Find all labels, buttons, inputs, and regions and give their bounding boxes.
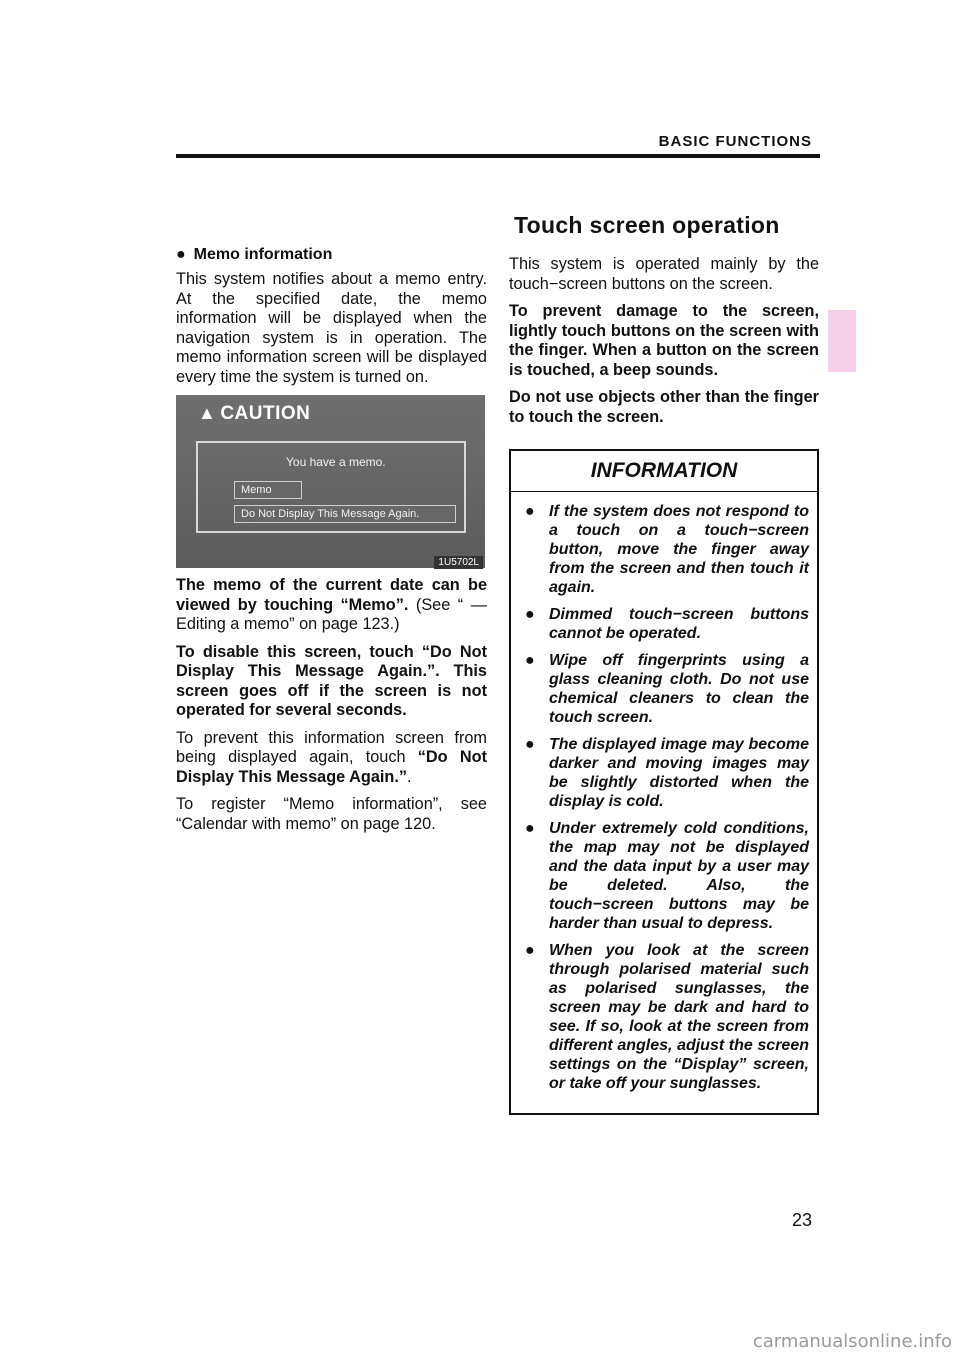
info-item: ● When you look at the screen through polarised material such as polarised sunglasses, the screen may be dark and hard to see. If so, look at the screen from different angles, adjust the screen settings on the “Display” screen, or take off your sunglasses. [525, 942, 809, 1092]
image-code: 1U5702L [434, 556, 483, 569]
touch-warning-2: Do not use objects other than the finger to touch the screen. [509, 388, 819, 426]
bullet-icon: ● [525, 503, 535, 520]
bullet-icon: ● [525, 652, 535, 669]
info-item: ● Wipe off fingerprints using a glass cleaning cloth. Do not use chemical cleaners to clean the touch screen. [525, 652, 809, 726]
caution-title: ▲ CAUTION [198, 403, 311, 424]
info-item: ● Under extremely cold conditions, the map may not be displayed and the data input by a user may be deleted. Also, the touch−screen buttons may be harder than usual to depress. [525, 820, 809, 932]
memo-message: You have a memo. [286, 455, 386, 469]
page-number: 23 [791, 1210, 812, 1230]
memo-intro: This system notifies about a memo entry. At the specified date, the memo information will be displayed when the navigation system is in operation. The memo information screen will be displayed every time the system is turned on. [176, 270, 487, 386]
section-title: Touch screen operation [514, 212, 780, 238]
touch-warning: To prevent damage to the screen, lightly touch buttons on the screen with the finger. When a button on the screen is touched, a beep sounds. [509, 302, 819, 379]
info-item: ● If the system does not respond to a touch on a touch−screen button, move the finger away from the screen and then touch it again. [525, 503, 809, 596]
caution-screenshot [176, 395, 485, 568]
paragraph-disable: To disable this screen, touch “Do Not Display This Message Again.”. This screen goes off if the screen is not operated for several seconds. [176, 642, 487, 719]
paragraph-register: To register “Memo information”, see “Calendar with memo” on page 120. [176, 795, 487, 833]
information-title: INFORMATION [511, 451, 817, 492]
bullet-icon: ● [525, 820, 535, 837]
dont-display-button[interactable]: Do Not Display This Message Again. [234, 505, 456, 523]
memo-info-heading: ● Memo information [176, 246, 333, 263]
left-column [176, 246, 487, 842]
memo-button[interactable]: Memo [234, 481, 302, 499]
bullet-icon: ● [525, 736, 535, 753]
paragraph-view-memo: The memo of the current date can be viewed by touching “Memo”. (See “ — Editing a memo” on page 123.) [176, 576, 487, 633]
warning-icon: ▲ [198, 403, 217, 423]
info-item: ● Dimmed touch−screen buttons cannot be operated. [525, 606, 809, 642]
chapter-tab [828, 310, 856, 372]
information-box [509, 449, 819, 1115]
section-header: BASIC FUNCTIONS [658, 133, 812, 150]
header-divider [176, 154, 820, 158]
info-item: ● The displayed image may become darker and moving images may be slightly distorted when the display is cold. [525, 736, 809, 810]
watermark: carmanualsonline.info [752, 1331, 952, 1352]
paragraph-prevent: To prevent this information screen from being displayed again, touch “Do Not Display This Message Again.”. [176, 728, 487, 786]
bullet-icon: ● [525, 942, 535, 959]
touch-intro: This system is operated mainly by the touch−screen buttons on the screen. [509, 255, 819, 293]
bullet-icon: ● [176, 246, 186, 263]
right-column [509, 212, 819, 1115]
bullet-icon: ● [525, 606, 535, 623]
